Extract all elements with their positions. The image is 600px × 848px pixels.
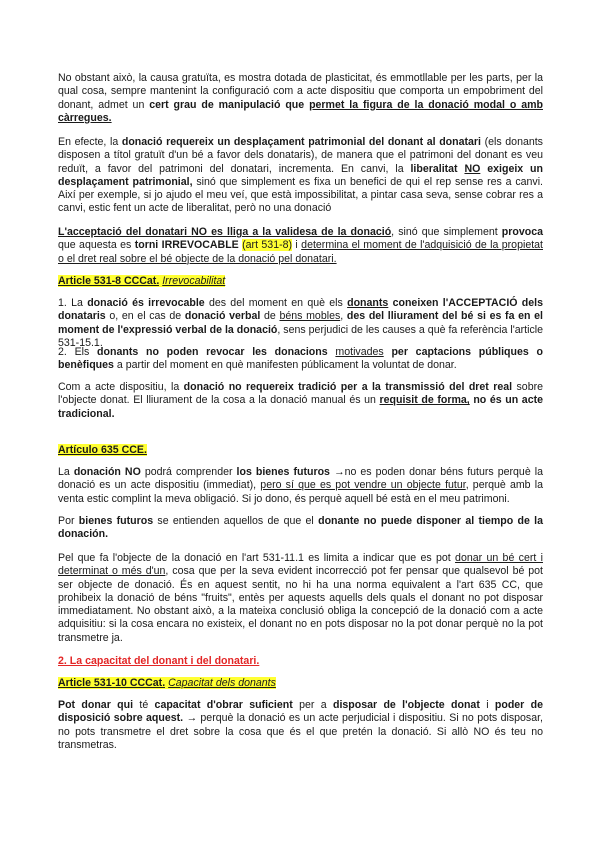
text-run: , sinó que simplement [391,226,502,238]
paragraph-capacitat-donants [58,699,543,752]
text-run: donación NO [73,466,141,478]
text-run: (art 531-8) [242,239,293,252]
text-run: Com a acte dispositiu, la [58,381,184,393]
text-run: La [58,466,74,478]
text-run: i [479,699,495,711]
text-run: béns mobles [279,310,341,323]
text-run: Article 531-10 CCCat. [58,677,166,689]
text-run: donació no requereix tradició per a la transmissió del dret real [183,381,513,393]
text-run: podrá comprender [140,466,237,478]
text-run: En efecte, la [58,136,122,148]
text-run: determina el moment de l'adquisició de la propietat o el dret real sobre el bé objecte de la donació pel donatari. [58,239,543,265]
text-run: capacitat d'obrar suficient [154,699,293,711]
text-run: donants [347,297,389,309]
text-run: es lliga a la validesa de la donació [207,226,392,238]
text-run: requisit de forma, [379,394,470,407]
text-run: sinó que simplement es fixa un benefici de qui el rep sense res a canvi. Així per exemple, si jo ajudo el meu veí, que està impossibilitat, a pintar casa seva, sense cobrar res a canvi, estic fent un acte de liberalitat, però no una donació [58,175,543,215]
text-run: , perquè amb la venta estic complint la meva obligació. Si jo dono, és perquè aquell bé està en el meu patrimoni. [58,479,543,505]
paragraph-acte-dispositiu [58,381,543,421]
text-run: , sens perjudici de les causes a què fa referència l'article 531-15.1. [58,323,543,349]
text-run: torni IRREVOCABLE [134,239,239,252]
text-run: no és un acte tradicional. [58,394,544,420]
text-run: motivades [335,346,384,358]
paragraph-objecte-donacio [58,552,543,645]
text-run: 2. Els [58,346,98,358]
text-run: pero sí que es pot vendre un objecte futur [260,479,466,492]
text-run: , [340,310,347,323]
text-run: → perquè la donació es un acte perjudicial i dispositiu. Si no pots disposar, no pots transmetre el dret sobre la cosa que és el que pretén la donació. Si allò NO és teu no transmetras. [58,712,543,751]
text-run: i [292,239,302,252]
text-run: provoca [501,226,544,238]
text-run: poder de disposició sobre aquest. [58,699,543,725]
heading-articulo-635 [58,444,543,457]
paragraph-article-531-8-point-1 [58,297,543,350]
text-run: No obstant això, la causa gratuïta, es mostra dotada de plasticitat, és emmotllable per les parts, per la qual cosa, sempre mantenint la configuració com a acte dispositiu que comporta un empobriment del donant, admet un [58,72,543,111]
text-run: Pot donar qui [58,699,134,711]
text-run: liberalitat [410,162,465,175]
heading-article-531-10 [58,677,543,690]
text-run: donació verbal [184,310,261,323]
text-run: bienes futuros [78,515,154,527]
text-run: exigeix un desplaçament patrimonial, [58,162,543,188]
text-run: los bienes futuros [236,466,330,478]
paragraph-definicion-bienes-futuros [58,515,543,542]
text-run: donar un bé cert i determinat o més d'un [58,552,543,578]
text-run: des del moment en què els [204,297,348,309]
text-run: se entienden aquellos de que el [153,515,319,527]
text-run: (els donants disposen a títol gratuït d'un bé a favor dels donataris), de manera que el patrimoni del donant es veu reduït, a favor del patrimoni del donatari, incrementa. En canvi, la [58,136,543,175]
text-run: disposar de l'objecte donat [332,699,480,711]
text-run: donació és irrevocable [87,297,205,309]
text-run: des del lliurament del bé si es fa en el moment de l'expressió verbal de la donació [58,310,543,336]
text-run: 2. La capacitat del donant i del donatari. [58,655,260,667]
text-run: Pel que fa l'objecte de la donació en l'art 531-11.1 es limita a indicar que es pot [58,552,456,564]
text-run: sobre l'objecte donat. El lliurament de la cosa a la donació manual és un [58,381,543,407]
text-run: NO [191,226,208,238]
paragraph-article-531-8-point-2 [58,346,543,373]
text-run: a partir del moment en què manifesten públicament la voluntat de donar. [113,359,457,372]
section-heading-capacitat [58,655,543,668]
text-run: o, en el cas de [105,310,185,323]
text-run: per captacions públiques o benèfiques [58,346,543,372]
text-run: Artículo 635 CCE. [58,444,147,456]
text-run: L'acceptació del donatari [58,226,192,238]
text-run: de [260,310,280,323]
text-run: 1. La [58,297,88,309]
text-run: Irrevocabilitat [162,275,226,287]
text-run: →no es poden donar béns futurs perquè la donació es un acte dispositiu (immediat), [58,466,543,492]
text-run: que aquesta es [58,239,135,252]
heading-article-531-8 [58,275,543,288]
text-run: donante no puede disponer al tiempo de la donación. [58,515,543,541]
text-run: Por [58,515,79,527]
text-run: NO [464,162,481,175]
text-run: Capacitat dels donants [168,677,276,689]
paragraph-bienes-futuros [58,466,543,506]
paragraph-acceptacio-donatari [58,226,543,266]
text-run: té [133,699,155,711]
text-run: coneixen l'ACCEPTACIÓ dels donataris [58,297,543,323]
text-run: donants no poden revocar les donacions [97,346,328,358]
text-run: Article 531-8 CCCat. [58,275,160,287]
paragraph-desplacament-patrimonial [58,136,543,216]
text-run: donació requereix un desplaçament patrimonial del donant al donatari [121,136,481,148]
text-run: per a [292,699,333,711]
text-run: , cosa que per la seva evident incorrecció pot fer pensar que qualsevol bé pot ser objecte de donació. És en aquest sentit, no hi ha una norma equivalent a l'art 635 CC, que prohibeix la donació de béns "fruits", entès per aquests aquells dels quals el donant no pot disposar immediatament. No obstant això, a la mateixa conclusió obliga la concepció de la donació com a acte adquisitiu: si la cosa encara no existeix, el donant no en pots disposar no la pot donar perquè no la pot transmetre ja. [58,565,544,644]
paragraph-causa-gratuita [58,72,543,125]
text-run: permet la figura de la donació modal o amb càrregues. [58,98,543,124]
text-run: cert grau de manipulació que [149,98,305,111]
